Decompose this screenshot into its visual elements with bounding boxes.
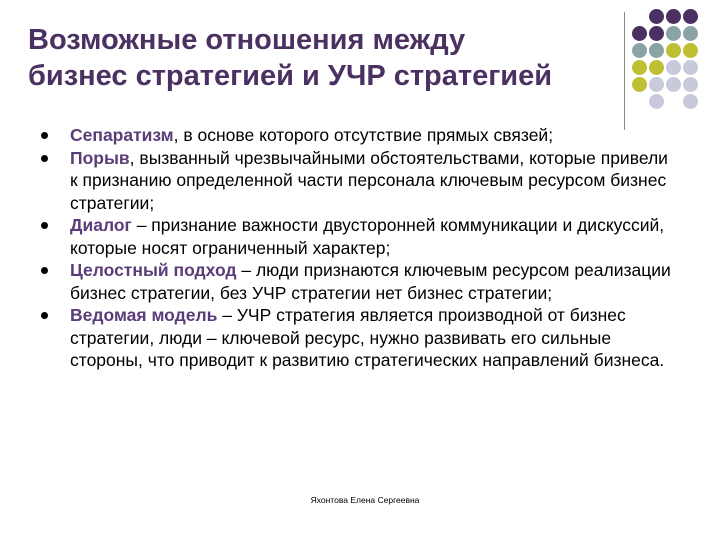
bullet-icon (41, 155, 48, 162)
item-term: Диалог (70, 215, 132, 235)
bullet-icon (41, 222, 48, 229)
bullet-icon (41, 132, 48, 139)
empty-dot-slot (632, 94, 647, 109)
decorative-dot (666, 77, 681, 92)
item-text: , в основе которого отсутствие прямых связей; (173, 125, 554, 145)
slide-title (28, 22, 618, 94)
list-item (40, 259, 680, 304)
decorative-dot (666, 9, 681, 24)
item-term: Порыв (70, 147, 130, 168)
item-text: , вызванный чрезвычайными обстоятельствами, которые привели к признанию определенной части персонала ключевым ресурсом бизнес стратегии; (70, 147, 668, 213)
decorative-dot-grid (632, 9, 700, 111)
decorative-dot (649, 43, 664, 58)
empty-dot-slot (632, 9, 647, 24)
bullet-icon (41, 267, 48, 274)
item-text: – УЧР стратегия является производной от бизнес стратегии, люди – ключевой ресурс, нужно развивать его сильные стороны, что приводит к развитию стратегических направлений бизнеса. (70, 305, 665, 370)
decorative-divider (624, 12, 625, 130)
relationship-list (40, 124, 680, 372)
decorative-dot (649, 94, 664, 109)
decorative-dot (649, 26, 664, 41)
item-text: – признание важности двусторонней коммуникации и дискуссий, которые носят ограниченный характер; (70, 215, 665, 258)
list-item (40, 304, 680, 372)
decorative-dot (683, 60, 698, 75)
decorative-dot (666, 26, 681, 41)
decorative-dot (683, 94, 698, 109)
title-line-1: Возможные отношения между (28, 24, 466, 56)
title-line-2: бизнес стратегией и УЧР стратегией (28, 60, 553, 92)
list-item (40, 124, 680, 147)
decorative-dot (632, 60, 647, 75)
decorative-dot (649, 9, 664, 24)
item-text: – люди признаются ключевым ресурсом реализации бизнес стратегии, без УЧР стратегии нет бизнес стратегии; (70, 260, 671, 303)
decorative-dot (632, 43, 647, 58)
decorative-dot (649, 77, 664, 92)
bullet-icon (41, 312, 48, 319)
decorative-dot (666, 43, 681, 58)
list-item (40, 147, 680, 215)
decorative-dot (649, 60, 664, 75)
item-term: Сепаратизм (70, 125, 174, 145)
item-term: Ведомая модель (70, 305, 218, 325)
item-term: Целостный подход (70, 260, 237, 280)
list-item (40, 214, 680, 259)
empty-dot-slot (666, 94, 681, 109)
decorative-dot (683, 9, 698, 24)
decorative-dot (632, 26, 647, 41)
decorative-dot (683, 26, 698, 41)
decorative-dot (683, 43, 698, 58)
decorative-dot (632, 77, 647, 92)
decorative-dot (683, 77, 698, 92)
decorative-dot (666, 60, 681, 75)
author-footer: Яхонтова Елена Сергеевна (310, 495, 420, 505)
